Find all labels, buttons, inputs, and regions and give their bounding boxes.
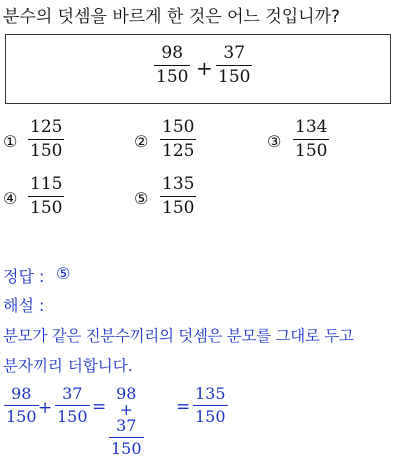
fraction-bar (109, 437, 144, 438)
fraction-bar (28, 139, 64, 140)
eq-fraction-2-denominator: 150 (57, 407, 88, 426)
eq-fraction-4 (193, 386, 228, 425)
fraction-b (216, 45, 252, 86)
eq-fraction-1-denominator: 150 (6, 407, 37, 426)
fraction-bar (160, 139, 196, 140)
eq-fraction-3-denominator: 150 (111, 439, 142, 458)
choice-2-mark[interactable]: ② (134, 132, 149, 151)
fraction-a-numerator: 98 (161, 43, 184, 63)
fraction-bar (4, 405, 39, 406)
choice-1-numerator: 125 (30, 117, 63, 137)
choice-4-fraction[interactable] (28, 176, 64, 217)
choice-3-mark[interactable]: ③ (267, 132, 282, 151)
fraction-bar (160, 196, 196, 197)
fraction-bar (55, 405, 90, 406)
question-text: 분수의 덧셈을 바르게 한 것은 어느 것입니까? (3, 7, 341, 27)
fraction-b-denominator: 150 (218, 67, 251, 87)
eq-fraction-1 (4, 386, 39, 425)
choice-1-mark[interactable]: ① (3, 132, 18, 151)
fraction-b-numerator: 37 (223, 43, 246, 63)
eq-fraction-4-denominator: 150 (195, 407, 226, 426)
fraction-a (154, 45, 190, 86)
eq-fraction-3 (109, 386, 144, 457)
choice-2-fraction[interactable] (160, 119, 196, 160)
eq-equals-2: = (176, 397, 191, 417)
eq-equals-1: = (92, 397, 107, 417)
fraction-bar (293, 139, 329, 140)
explanation-line-2: 분자끼리 더합니다. (3, 357, 133, 375)
explanation-label: 해설 : (3, 296, 45, 315)
explanation-line-1: 분모가 같은 진분수끼리의 덧셈은 분모를 그대로 두고 (3, 327, 354, 345)
fraction-bar (28, 196, 64, 197)
choice-4-mark[interactable]: ④ (3, 189, 18, 208)
choice-4-numerator: 115 (30, 174, 63, 194)
choice-2-denominator: 125 (162, 141, 195, 161)
question-expression-box (5, 34, 391, 104)
fraction-bar (154, 65, 190, 66)
eq-fraction-2 (55, 386, 90, 425)
choice-3-fraction[interactable] (293, 119, 329, 160)
fraction-bar (193, 405, 228, 406)
choice-5-numerator: 135 (162, 174, 195, 194)
eq-fraction-1-numerator: 98 (11, 384, 32, 403)
plus-sign: + (196, 56, 213, 80)
choice-5-fraction[interactable] (160, 176, 196, 217)
answer-label: 정답 : (3, 267, 45, 286)
choice-1-denominator: 150 (30, 141, 63, 161)
choice-3-numerator: 134 (295, 117, 328, 137)
eq-fraction-2-numerator: 37 (62, 384, 83, 403)
answer-value: ⑤ (56, 264, 71, 283)
fraction-a-denominator: 150 (156, 67, 189, 87)
choice-2-numerator: 150 (162, 117, 195, 137)
choice-5-denominator: 150 (162, 198, 195, 218)
eq-fraction-3-numerator: 98 + 37 (116, 384, 137, 435)
choice-4-denominator: 150 (30, 198, 63, 218)
choice-3-denominator: 150 (295, 141, 328, 161)
fraction-bar (216, 65, 252, 66)
eq-fraction-4-numerator: 135 (195, 384, 226, 403)
eq-plus: + (38, 398, 53, 418)
choice-1-fraction[interactable] (28, 119, 64, 160)
choice-5-mark[interactable]: ⑤ (134, 189, 149, 208)
